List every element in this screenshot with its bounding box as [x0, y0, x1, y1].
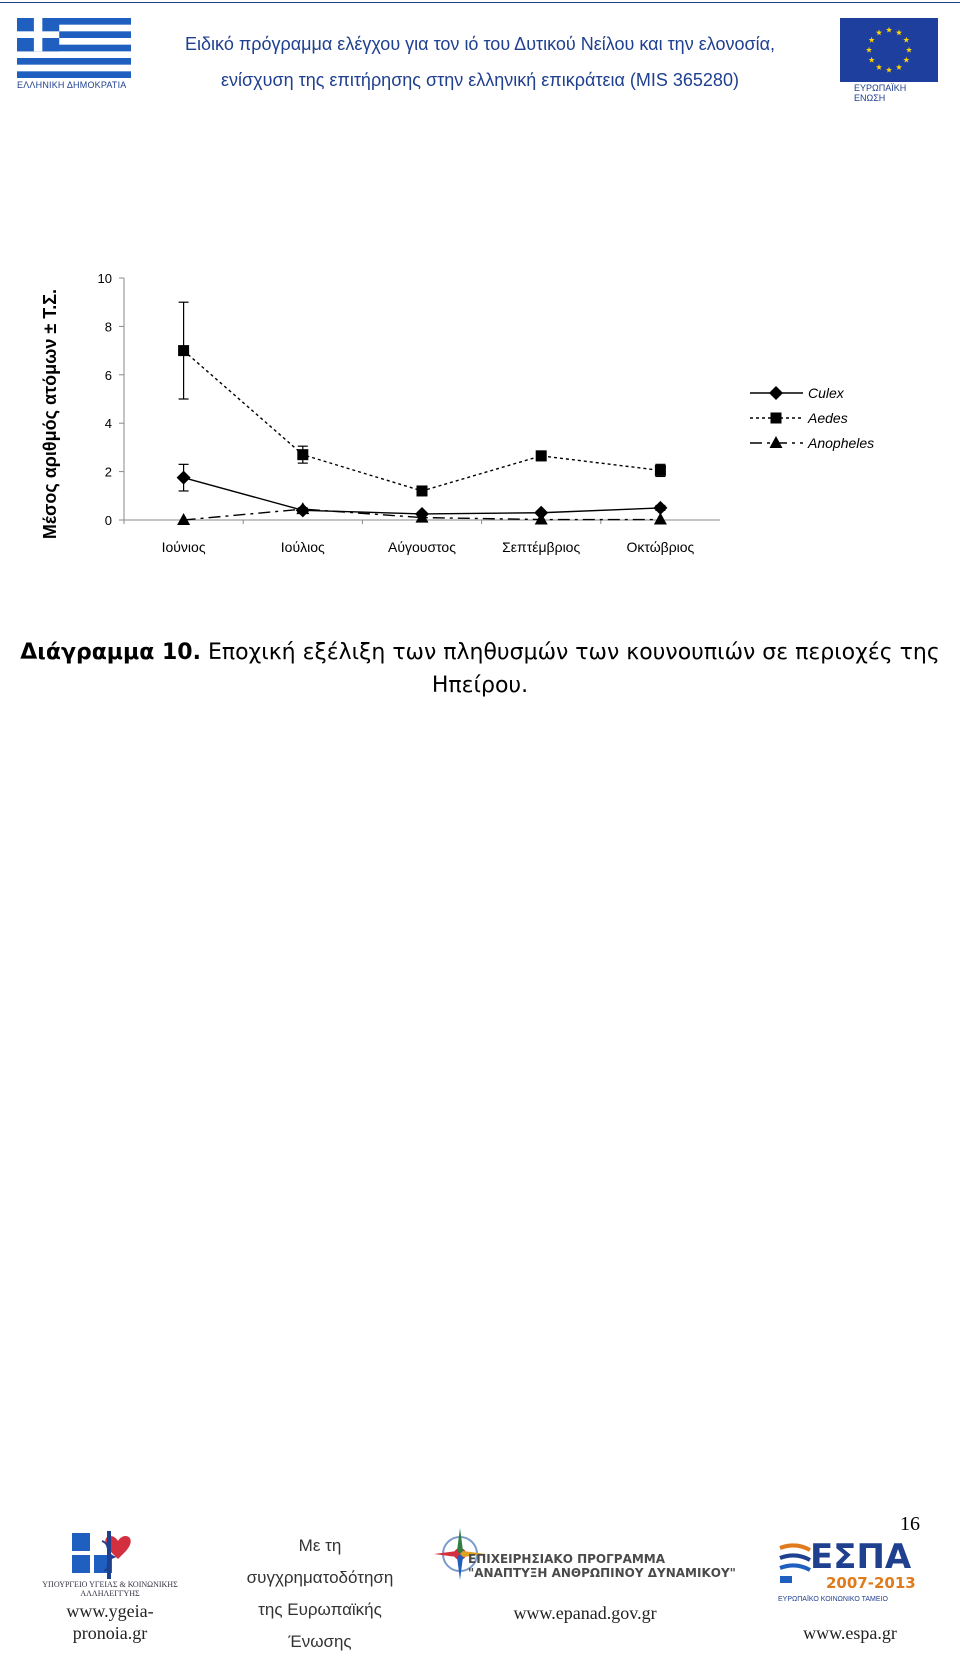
legend-aedes-label: Aedes: [808, 410, 848, 426]
greek-republic-logo: [17, 18, 133, 90]
cofunding-text: [220, 1530, 420, 1658]
aedes-point: [297, 449, 308, 460]
y-tick-label: 10: [97, 271, 112, 286]
y-tick-label: 2: [104, 464, 112, 480]
legend-anopheles-marker: [770, 436, 783, 448]
y-tick-label: 0: [104, 513, 112, 528]
y-tick-label: 8: [104, 319, 112, 335]
aedes-point: [178, 345, 189, 356]
legend-culex-label: Culex: [808, 385, 844, 401]
eu-logo: [840, 18, 940, 103]
epanad-title: [468, 1552, 736, 1580]
x-tick-label: Οκτώβριος: [626, 539, 695, 555]
page-number: 16: [900, 1513, 920, 1535]
epanad-url[interactable]: www.epanad.gov.gr: [513, 1603, 657, 1623]
espa-label: ΕΣΠΑ: [810, 1537, 912, 1577]
epanad-title-line-1: ΕΠΙΧΕΙΡΗΣΙΑΚΟ ΠΡΟΓΡΑΜΜΑ: [468, 1552, 666, 1566]
x-tick-label: Ιούλιος: [280, 539, 325, 555]
header-line-2: ενίσχυση της επιτήρησης στην ελληνική επικράτεια (MIS 365280): [221, 70, 739, 90]
mosquito-population-chart: [0, 270, 960, 600]
anopheles-point: [654, 513, 667, 525]
eu-logo-caption: ΕΥΡΩΠΑΪΚΗ ΕΝΩΣΗ: [854, 83, 907, 103]
aedes-point: [536, 450, 547, 461]
greek-logo-caption: ΕΛΛΗΝΙΚΗ ΔΗΜΟΚΡΑΤΙΑ: [17, 80, 127, 90]
ministry-of-health-icon: [68, 1527, 152, 1583]
aedes-point: [417, 485, 428, 496]
epanad-title-line-2: "ΑΝΑΠΤΥΞΗ ΑΝΘΡΩΠΙΝΟΥ ΔΥΝΑΜΙΚΟΥ": [468, 1566, 736, 1580]
legend-aedes-marker: [771, 413, 782, 424]
ministry-url-line-2[interactable]: pronoia.gr: [72, 1623, 148, 1643]
figure-caption-label: Διάγραμμα 10.: [20, 640, 201, 665]
ministry-url[interactable]: [40, 1600, 180, 1644]
x-tick-label: Σεπτέμβριος: [502, 539, 581, 555]
cofund-line-2: συγχρηματοδότηση: [246, 1568, 394, 1587]
aedes-series-line: [184, 351, 661, 491]
chart-y-axis-label: Μέσος αριθμός ατόμων ± Τ.Σ.: [40, 288, 60, 540]
espa-url[interactable]: www.espa.gr: [803, 1623, 897, 1643]
legend-anopheles-label: Anopheles: [808, 435, 875, 451]
x-tick-label: Ιούνιος: [161, 539, 206, 555]
cofund-line-3: της Ευρωπαϊκής: [258, 1600, 382, 1619]
espa-caption: ΕΥΡΩΠΑΪΚΟ ΚΟΙΝΩΝΙΚΟ ΤΑΜΕΙΟ: [778, 1596, 888, 1603]
cofund-line-4: Ένωσης: [288, 1632, 352, 1651]
espa-years: 2007-2013: [826, 1574, 916, 1592]
header-rule: [0, 2, 960, 3]
culex-point: [177, 471, 191, 485]
greek-flag-icon: [17, 18, 131, 78]
aedes-point: [655, 465, 666, 476]
y-tick-label: 4: [104, 416, 112, 432]
figure-caption-text: Εποχική εξέλιξη των πληθυσμών των κουνουπιών σε περιοχές της Ηπείρου.: [207, 640, 940, 698]
espa-swoosh-icon: [778, 1540, 812, 1584]
cofund-line-1: Με τη: [298, 1536, 342, 1555]
header-line-1: Ειδικό πρόγραμμα ελέγχου για τον ιό του Δυτικού Νείλου και την ελονοσία,: [185, 34, 775, 54]
eu-flag-icon: [840, 18, 938, 82]
legend-culex-marker: [769, 386, 783, 400]
ministry-url-line-1[interactable]: www.ygeia-: [66, 1601, 154, 1621]
figure-caption: [20, 636, 940, 702]
x-tick-label: Αύγουστος: [388, 539, 456, 555]
ministry-caption: ΥΠΟΥΡΓΕΙΟ ΥΓΕΙΑΣ & ΚΟΙΝΩΝΙΚΗΣ ΑΛΛΗΛΕΓΓΥΗΣ: [42, 1580, 178, 1598]
y-tick-label: 6: [104, 367, 112, 383]
